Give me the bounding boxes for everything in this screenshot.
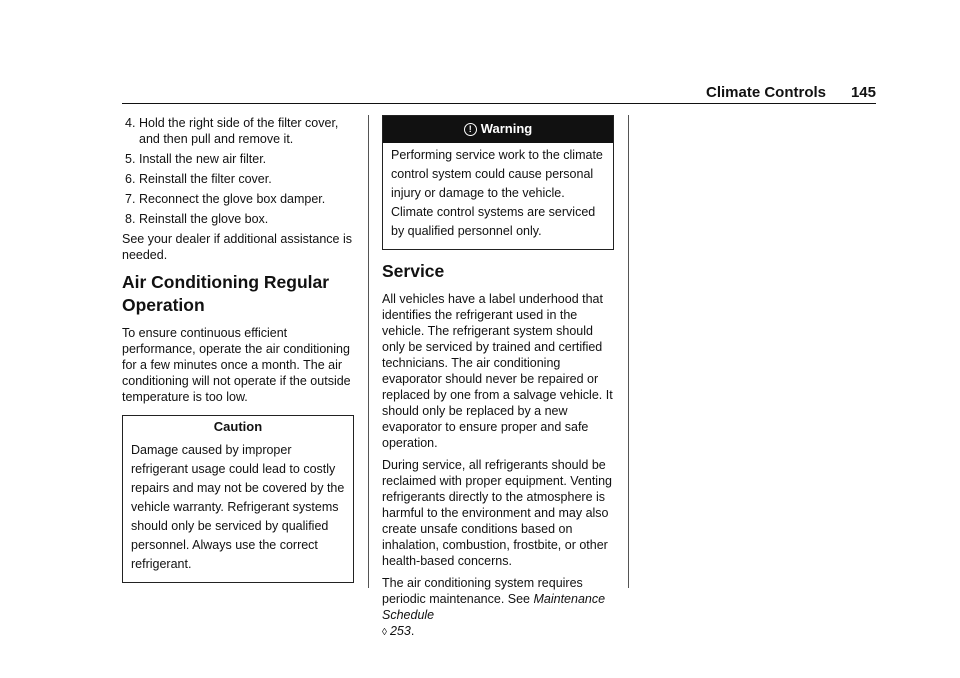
step-text: Install the new air filter. bbox=[139, 152, 267, 166]
service-maintenance-paragraph bbox=[382, 575, 614, 641]
warning-text: Performing service work to the climate control system could cause personal injury or damage to the vehicle. Climate control systems are serviced by qualified personnel only. bbox=[391, 148, 603, 238]
page-reference-icon: ◊ bbox=[382, 627, 387, 638]
warning-icon: ! bbox=[464, 123, 477, 136]
maintenance-schedule-link[interactable]: Maintenance Schedule bbox=[382, 592, 606, 622]
warning-box bbox=[382, 115, 614, 250]
list-item bbox=[122, 191, 354, 207]
step-text: Hold the right side of the filter cover, and then pull and remove it. bbox=[139, 116, 339, 146]
page-number: 145 bbox=[850, 84, 876, 101]
step-number: 5. bbox=[125, 152, 136, 166]
step-text: Reinstall the glove box. bbox=[139, 212, 269, 226]
list-item bbox=[122, 151, 354, 167]
header-rule bbox=[122, 103, 876, 104]
column-divider bbox=[628, 115, 629, 588]
step-number: 7. bbox=[125, 192, 136, 206]
step-number: 4. bbox=[125, 116, 136, 130]
middle-column bbox=[382, 115, 614, 647]
step-text: Reinstall the filter cover. bbox=[139, 172, 272, 186]
service-heading: Service bbox=[382, 261, 445, 281]
maintenance-text: The air conditioning system requires periodic maintenance. See bbox=[382, 576, 583, 606]
service-paragraph: All vehicles have a label underhood that identifies the refrigerant used in the vehicle. The refrigerant system should only be serviced by trained and certified technicians. The air conditioning evaporator should never be repaired or replaced by one from a salvage vehicle. It should only be replaced by a new evaporator to ensure proper and safe operation. bbox=[382, 292, 613, 450]
ac-operation-paragraph: To ensure continuous efficient performance, operate the air conditioning for a few minutes once a month. The air conditioning will not operate if the outside temperature is too low. bbox=[122, 326, 351, 404]
list-item bbox=[122, 171, 354, 187]
step-text: Reconnect the glove box damper. bbox=[139, 192, 326, 206]
service-paragraph: During service, all refrigerants should be reclaimed with proper equipment. Venting refrigerants directly to the atmosphere is harmful to the environment and may also create unsafe conditions based on inhalation, combustion, frostbite, or other health-based concerns. bbox=[382, 458, 612, 568]
left-column bbox=[122, 115, 354, 593]
maintenance-page-ref[interactable]: 253 bbox=[389, 624, 411, 638]
caution-text: Damage caused by improper refrigerant usage could lead to costly repairs and may not be covered by the vehicle warranty. Refrigerant systems should only be serviced by qualified personnel. Always use the correct refrigerant. bbox=[131, 443, 345, 571]
section-title: Climate Controls bbox=[705, 84, 826, 101]
list-item bbox=[122, 115, 354, 147]
step-number: 8. bbox=[125, 212, 136, 226]
caution-box bbox=[122, 415, 354, 583]
warning-title: Warning bbox=[480, 121, 533, 136]
caution-title: Caution bbox=[213, 419, 263, 434]
assistance-paragraph: See your dealer if additional assistance is needed. bbox=[122, 232, 352, 262]
warning-header bbox=[383, 116, 613, 143]
column-divider bbox=[368, 115, 369, 588]
filter-steps-list bbox=[122, 115, 354, 227]
sentence-end: . bbox=[410, 624, 415, 638]
list-item bbox=[122, 211, 354, 227]
step-number: 6. bbox=[125, 172, 136, 186]
ac-operation-heading: Air Conditioning Regular Operation bbox=[122, 272, 330, 315]
